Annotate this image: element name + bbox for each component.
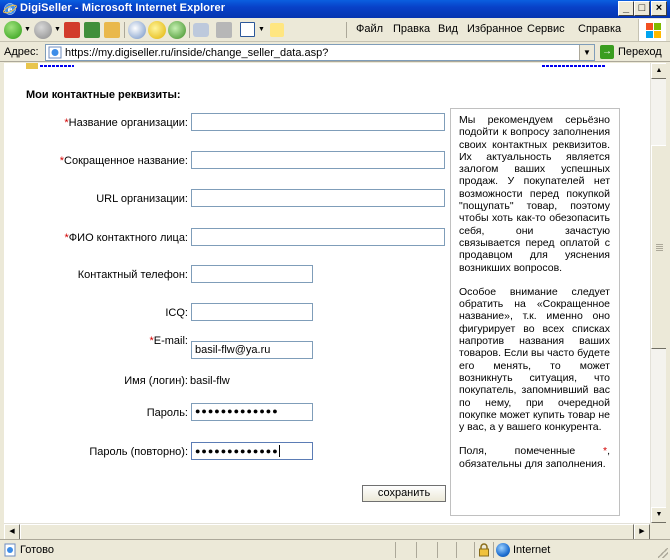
top-link-right[interactable]	[542, 65, 606, 67]
password-repeat-label: Пароль (повторно):	[89, 446, 188, 458]
menu-edit[interactable]: Правка	[393, 23, 431, 35]
info-paragraph-3: Поля, помеченные *, обязательны для заполнения.	[459, 445, 610, 470]
password-label: Пароль:	[146, 407, 188, 419]
password-value: ●●●●●●●●●●●●●	[195, 406, 279, 416]
stop-icon[interactable]	[64, 22, 80, 38]
title-bar	[0, 0, 670, 18]
password-input[interactable]	[191, 403, 313, 421]
forward-icon[interactable]	[34, 21, 52, 39]
scroll-down-icon[interactable]: ▼	[651, 507, 667, 523]
top-link-icon	[26, 63, 38, 69]
resize-grip-icon[interactable]	[658, 548, 668, 558]
toolbar-separator	[124, 22, 125, 38]
org-name-label: *Название организации:	[64, 117, 188, 129]
scroll-corner	[650, 523, 670, 539]
address-label: Адрес:	[4, 46, 39, 58]
go-label: Переход	[618, 46, 662, 58]
print-icon[interactable]	[216, 22, 232, 38]
short-name-label: *Сокращенное название:	[59, 155, 188, 167]
org-name-input[interactable]	[191, 113, 445, 131]
save-button[interactable]: сохранить	[362, 485, 446, 502]
go-button[interactable]	[598, 44, 670, 61]
window-title: DigiSeller - Microsoft Internet Explorer	[20, 2, 226, 14]
info-paragraph-1: Мы рекомендуем серьёзно подойти к вопросу заполнения своих контактных реквизитов. Их актуальность является залогом ваших успешных продаж. У покупателей нет возможности перед покупкой "пощупать" товар, поэтому чтобы хоть как-то обезопасить себя, они зачастую связывается перед оплатой с продавцом для уяснения возникших вопросов.	[459, 114, 610, 274]
top-link-left[interactable]	[40, 65, 74, 67]
phone-input[interactable]	[191, 265, 313, 283]
icq-input[interactable]	[191, 303, 313, 321]
menu-help[interactable]: Справка	[578, 23, 622, 35]
info-paragraph-2: Особое внимание следует обратить на «Сокращенное название», т.к. именно оно фигурирует во всех списках напротив названия ваших товаров. Если вы часто будете его менять, то может возникнуть ситуация, что покупатель, запомнивший вас по нему, при очередной покупке может купить товар не у вас, а у вашего конкурента.	[459, 285, 610, 434]
section-title: Мои контактные реквизиты:	[26, 89, 181, 101]
password-repeat-value: ●●●●●●●●●●●●●	[195, 446, 279, 456]
word-edit-icon[interactable]	[240, 22, 255, 37]
mail-icon[interactable]	[193, 23, 209, 37]
lock-icon[interactable]	[478, 543, 490, 557]
scroll-up-icon[interactable]: ▲	[651, 63, 667, 79]
icq-label: ICQ:	[165, 307, 188, 319]
login-label: Имя (логин):	[124, 375, 188, 387]
forward-dropdown-icon[interactable]: ▼	[54, 26, 61, 33]
maximize-button[interactable]: □	[634, 1, 650, 16]
security-zone: Internet	[513, 544, 551, 556]
toolbar-separator	[346, 22, 347, 38]
internet-zone-icon	[496, 543, 510, 557]
menu-file[interactable]: Файл	[356, 23, 384, 35]
scroll-left-icon[interactable]: ◀	[4, 524, 20, 540]
windows-logo-icon	[638, 19, 666, 41]
contact-name-input[interactable]	[191, 228, 445, 246]
org-url-label: URL организации:	[96, 193, 188, 205]
toolbar	[0, 18, 670, 42]
address-url: https://my.digiseller.ru/inside/change_seller_data.asp?	[65, 47, 329, 59]
ie-logo-icon	[3, 2, 17, 16]
page-content	[4, 63, 650, 523]
password-repeat-input[interactable]	[191, 442, 313, 460]
svg-text:e: e	[7, 4, 13, 16]
menu-favorites[interactable]: Избранное	[467, 23, 523, 35]
horizontal-scroll-thumb[interactable]	[20, 524, 634, 540]
edit-dropdown-icon[interactable]: ▼	[258, 26, 265, 33]
refresh-icon[interactable]	[84, 22, 100, 38]
status-text: Готово	[20, 544, 54, 556]
email-label: *E-mail:	[149, 335, 188, 347]
address-input[interactable]	[45, 44, 595, 61]
status-bar	[0, 539, 670, 560]
email-input[interactable]	[191, 341, 313, 359]
short-name-input[interactable]	[191, 151, 445, 169]
phone-label: Контактный телефон:	[77, 269, 188, 281]
email-value: basil-flw@ya.ru	[195, 344, 271, 356]
info-box	[450, 108, 620, 516]
vertical-scrollbar[interactable]	[650, 63, 666, 523]
address-dropdown-icon[interactable]: ▼	[579, 45, 594, 60]
menu-service[interactable]: Сервис	[527, 23, 565, 35]
minimize-button[interactable]: _	[618, 1, 634, 16]
messenger-icon[interactable]	[270, 23, 284, 37]
login-value: basil-flw	[190, 375, 230, 387]
back-dropdown-icon[interactable]: ▼	[24, 26, 31, 33]
contact-name-label: *ФИО контактного лица:	[64, 232, 188, 244]
go-arrow-icon: →	[602, 46, 612, 57]
menu-view[interactable]: Вид	[438, 23, 458, 35]
home-icon[interactable]	[104, 22, 120, 38]
window-frame-right	[666, 63, 670, 523]
toolbar-separator	[189, 22, 190, 38]
history-icon[interactable]	[168, 21, 186, 39]
page-done-icon	[3, 543, 17, 557]
back-icon[interactable]	[4, 21, 22, 39]
favorites-icon[interactable]	[148, 21, 166, 39]
horizontal-scrollbar[interactable]	[4, 523, 650, 539]
address-bar	[0, 42, 670, 62]
scroll-right-icon[interactable]: ▶	[634, 524, 650, 540]
close-button[interactable]: ×	[651, 1, 667, 16]
page-icon	[48, 46, 62, 59]
vertical-scroll-thumb[interactable]	[651, 145, 667, 349]
org-url-input[interactable]	[191, 189, 445, 207]
search-icon[interactable]	[128, 21, 146, 39]
